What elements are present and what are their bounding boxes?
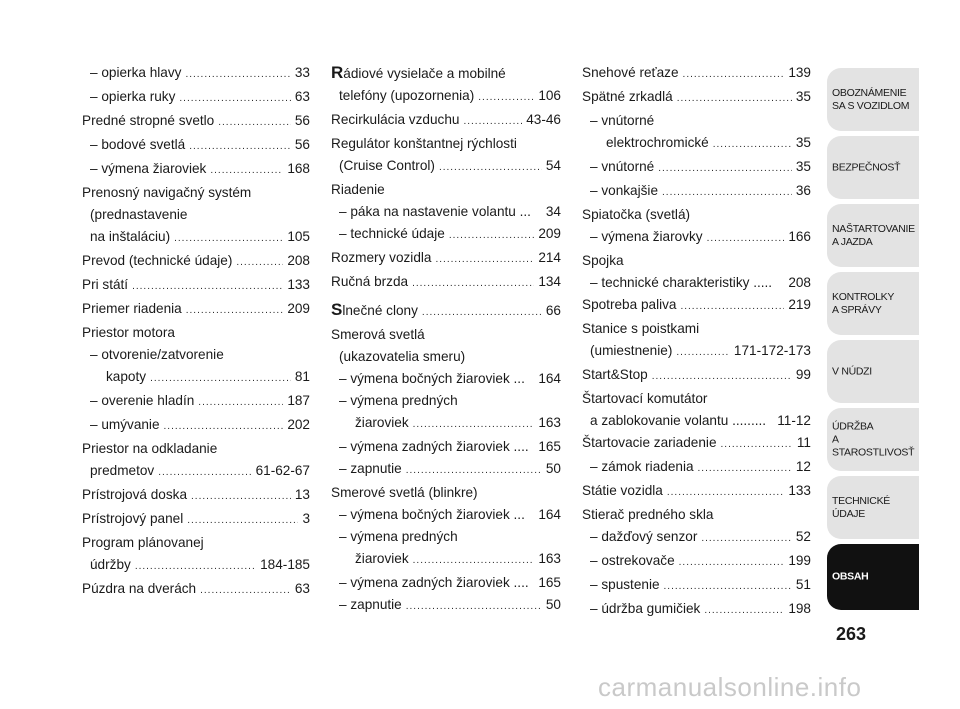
entry-text: Regulátor konštantnej rýchlosti [331,136,517,151]
index-entry [331,109,561,133]
index-entry [82,532,310,578]
entry-text: – vnútorné [590,113,655,128]
entry-text: a zablokovanie volantu ......... [590,413,767,428]
entry-text: – výmena žiaroviek [90,161,207,176]
leader-dots [164,416,284,438]
index-entry [82,110,310,134]
index-entry [331,458,561,482]
entry-text: – dažďový senzor [590,529,698,544]
entry-text: Spojka [582,253,624,268]
page-reference[interactable]: 106 [538,88,561,103]
page-reference[interactable]: 35 [795,89,811,104]
entry-text: Recirkulácia vzduchu [331,112,460,127]
page-reference[interactable]: 63 [294,581,310,596]
index-entry [82,250,310,274]
index-entry [82,158,310,182]
page-reference[interactable]: 164 [538,371,561,386]
entry-text: Predné stropné svetlo [82,113,215,128]
index-entry [582,526,811,550]
entry-text: – výmena bočných žiaroviek ... [339,507,525,522]
leader-dots [680,296,784,318]
leader-dots [158,462,251,484]
entry-text: – umývanie [90,417,160,432]
entry-text: – zapnutie [339,597,402,612]
entry-text: Snehové reťaze [582,65,679,80]
entry-text: Program plánovanej [82,535,204,550]
leader-dots [186,300,284,322]
page-reference[interactable]: 50 [545,461,561,476]
entry-text: – vonkajšie [590,183,659,198]
entry-text: – výmena bočných žiaroviek ... [339,371,525,386]
page-reference[interactable]: 66 [545,303,561,318]
entry-text: (Cruise Control) [339,158,435,173]
page-reference[interactable]: 61-62-67 [255,463,310,478]
page-reference[interactable]: 209 [538,226,561,241]
page-reference[interactable]: 214 [538,250,561,265]
index-entry [582,598,811,622]
leader-dots [200,580,291,602]
entry-text: telefóny (upozornenia) [339,88,475,103]
entry-text: Státie vozidla [582,483,663,498]
entry-text: – overenie hladín [90,393,195,408]
chapter-tabs [827,68,919,615]
entry-text: – údržba gumičiek [590,601,701,616]
page-reference[interactable]: 34 [545,204,561,219]
entry-text: – výmena zadných žiaroviek .... [339,575,529,590]
index-column-2 [331,62,561,618]
leader-dots [713,134,792,156]
page-reference[interactable]: 133 [287,277,310,292]
leader-dots [679,552,785,574]
page-reference[interactable]: 35 [795,135,811,150]
entry-text: (umiestnenie) [590,343,673,358]
leader-dots [662,182,792,204]
index-entry [331,299,561,324]
leader-dots [210,160,283,182]
chapter-tab-label: A JAZDA [832,235,873,248]
index-entry [582,180,811,204]
chapter-tab[interactable] [827,68,919,131]
leader-dots [658,158,792,180]
chapter-tab-label: OBOZNÁMENIE [832,86,907,99]
page-reference[interactable]: 134 [538,274,561,289]
entry-text: – otvorenie/zatvorenie [90,347,224,362]
leader-dots [707,228,785,250]
entry-text: – páka na nastavenie volantu ... [339,204,531,219]
entry-text: – technické údaje [339,226,445,241]
leader-dots [677,88,792,110]
entry-text: – ostrekovače [590,553,675,568]
page-reference[interactable]: 105 [287,229,310,244]
index-entry [331,572,561,594]
leader-dots [698,458,792,480]
chapter-tab-label: A SPRÁVY [832,303,882,316]
page-reference[interactable]: 133 [788,483,811,498]
index-entry [82,134,310,158]
entry-text: žiaroviek [355,551,409,566]
watermark: carmanualsonline.info [598,672,862,702]
index-entry [82,344,310,390]
index-entry [582,432,811,456]
page-reference[interactable]: 208 [788,275,811,290]
page-reference[interactable]: 165 [538,439,561,454]
page-reference[interactable]: 198 [788,601,811,616]
page-reference[interactable]: 164 [538,507,561,522]
page-reference[interactable]: 11 [796,435,811,450]
entry-text: elektrochromické [606,135,709,150]
index-entry [331,324,561,368]
entry-text: Spotreba paliva [582,297,677,312]
index-entry [582,480,811,504]
chapter-tab-label: ÚDRŽBA [832,420,874,432]
page-reference[interactable]: 35 [795,159,811,174]
entry-text: – zámok riadenia [590,459,694,474]
entry-text: – spustenie [590,577,660,592]
leader-dots [439,157,542,179]
page-reference[interactable]: 51 [795,577,811,592]
entry-text: Ručná brzda [331,274,409,289]
leader-dots [413,550,535,572]
leader-dots [683,64,785,86]
index-entry [582,318,811,364]
index-entry [331,594,561,618]
page-reference[interactable]: 139 [788,65,811,80]
page-reference[interactable]: 56 [294,113,310,128]
page-reference[interactable]: 187 [287,393,310,408]
leader-dots [701,528,792,550]
leader-dots [422,302,542,324]
index-entry [82,298,310,322]
leader-dots [135,556,256,578]
index-entry [582,62,811,86]
page-reference[interactable]: 166 [788,229,811,244]
entry-text: údržby [90,557,131,572]
entry-text: Spätné zrkadlá [582,89,673,104]
page-number: 263 [836,624,867,644]
chapter-tab-label: V NÚDZI [832,365,872,377]
leader-dots [652,366,792,388]
index-entry [331,526,561,572]
leader-dots [449,225,535,247]
entry-text: Prístrojová doska [82,487,188,502]
leader-dots [187,510,298,532]
entry-text: Stierač predného skla [582,507,714,522]
entry-text: – výmena predných [339,529,458,544]
index-entry [331,223,561,247]
leader-dots [435,249,534,271]
index-entry [582,388,811,432]
entry-text: – výmena žiarovky [590,229,703,244]
index-entry [82,508,310,532]
index-entry [331,247,561,271]
page-reference[interactable]: 54 [545,158,561,173]
entry-text: – výmena predných [339,393,458,408]
chapter-tab-label: OBSAH [832,570,869,583]
entry-text: Rozmery vozidla [331,250,432,265]
page-reference[interactable]: 171-172-173 [733,343,811,358]
page-reference[interactable]: 168 [287,161,310,176]
index-entry [331,271,561,295]
index-entry [331,62,561,109]
leader-dots [198,392,283,414]
index-entry [582,110,811,156]
index-entry [582,226,811,250]
page-reference[interactable]: 52 [795,529,811,544]
entry-text: (ukazovatelia smeru) [339,349,466,364]
index-entry [82,182,310,250]
leader-dots [236,252,283,274]
chapter-tab-label: A STAROSTLIVOSŤ [832,433,915,458]
entry-text: – zapnutie [339,461,402,476]
index-entry [582,156,811,180]
chapter-tab[interactable] [827,136,919,199]
chapter-tab[interactable] [827,408,919,471]
index-entry [331,133,561,179]
chapter-tab-label: BEZPEČNOSŤ [832,161,901,173]
page-reference[interactable]: 163 [538,415,561,430]
leader-dots [478,87,534,109]
leader-dots [667,482,784,504]
index-entry [582,294,811,318]
index-entry [582,574,811,598]
page-reference[interactable]: 43-46 [526,112,561,127]
leader-dots [189,136,291,158]
page-reference[interactable]: 163 [538,551,561,566]
entry-text: predmetov [90,463,155,478]
page-reference[interactable]: 3 [302,511,310,526]
page-reference[interactable]: 202 [287,417,310,432]
page-reference[interactable]: 165 [538,575,561,590]
entry-text: Smerová svetlá [331,327,425,342]
leader-dots [463,111,522,133]
index-entry [582,250,811,272]
page-reference[interactable]: 209 [287,301,310,316]
chapter-tab-label: SA S VOZIDLOM [832,99,910,112]
index-entry [582,456,811,480]
index-entry [331,482,561,504]
index-entry [582,504,811,526]
page-reference[interactable]: 63 [294,89,310,104]
chapter-tab[interactable] [827,544,919,610]
leader-dots [185,64,290,86]
page-reference[interactable]: 199 [788,553,811,568]
entry-text: – opierka ruky [90,89,176,104]
index-entry [82,578,310,602]
page-reference[interactable]: 208 [287,253,310,268]
index-entry [582,204,811,226]
index-entry [82,484,310,508]
leader-dots [218,112,291,134]
entry-text: Prenosný navigačný systém [82,185,252,200]
entry-text: lnečné clony [342,303,418,318]
entry-text: (prednastavenie [90,207,188,222]
index-column-1 [82,62,310,602]
page-reference[interactable]: 50 [545,597,561,612]
page-reference[interactable]: 36 [795,183,811,198]
leader-dots [413,414,535,436]
entry-text: Priestor motora [82,325,175,340]
page-reference[interactable]: 11-12 [777,413,811,428]
chapter-tab[interactable] [827,476,919,539]
index-entry [82,438,310,484]
leader-dots [721,434,793,456]
chapter-tab-label: TECHNICKÉ [832,494,890,507]
entry-text: Pri státí [82,277,129,292]
leader-dots [704,600,784,622]
index-entry [331,179,561,201]
leader-dots [406,596,542,618]
index-entry [331,368,561,390]
entry-text: Štartovacie zariadenie [582,435,717,450]
leader-dots [150,368,291,390]
page-reference[interactable]: 13 [294,487,310,502]
page-reference[interactable]: 81 [294,369,310,384]
index-column-3 [582,62,811,622]
entry-text: ádiové vysielače a mobilné [343,66,506,81]
page-reference[interactable]: 99 [795,367,811,382]
page-reference[interactable]: 184-185 [260,557,310,572]
leader-dots [412,273,534,295]
entry-text: Start&Stop [582,367,648,382]
entry-text: Štartovací komutátor [582,391,708,406]
chapter-tab-label: ÚDAJE [832,507,865,520]
index-entry [82,322,310,344]
chapter-tab[interactable] [827,272,919,335]
index-entry [331,436,561,458]
leader-dots [406,460,542,482]
leader-dots [191,486,291,508]
index-entry [82,414,310,438]
page-reference[interactable]: 219 [788,297,811,312]
index-entry [331,390,561,436]
entry-text: Spiatočka (svetlá) [582,207,691,222]
index-entry [582,550,811,574]
index-entry [582,86,811,110]
chapter-tab[interactable] [827,340,919,403]
index-entry [331,201,561,223]
entry-text: Prístrojový panel [82,511,184,526]
leader-dots [664,576,792,598]
page-reference[interactable]: 56 [294,137,310,152]
entry-text: – bodové svetlá [90,137,186,152]
index-entry [82,390,310,414]
section-initial: S [331,300,343,319]
entry-text: kapoty [106,369,147,384]
index-entry [82,86,310,110]
chapter-tab-label: KONTROLKY [832,290,895,303]
entry-text: – výmena zadných žiaroviek .... [339,439,529,454]
page-reference[interactable]: 33 [294,65,310,80]
entry-text: Priestor na odkladanie [82,441,218,456]
section-initial: R [331,63,344,82]
leader-dots [179,88,290,110]
index-entry [331,504,561,526]
entry-text: – technické charakteristiky ..... [590,275,773,290]
leader-dots [676,342,730,364]
entry-text: – vnútorné [590,159,655,174]
entry-text: na inštaláciu) [90,229,171,244]
index-entry [82,274,310,298]
leader-dots [132,276,283,298]
page-reference[interactable]: 12 [795,459,811,474]
entry-text: Prevod (technické údaje) [82,253,233,268]
entry-text: Riadenie [331,182,385,197]
index-entry [82,62,310,86]
entry-text: žiaroviek [355,415,409,430]
chapter-tab[interactable] [827,204,919,267]
entry-text: Stanice s poistkami [582,321,700,336]
entry-text: Smerové svetlá (blinkre) [331,485,478,500]
index-entry [582,364,811,388]
leader-dots [174,228,283,250]
entry-text: – opierka hlavy [90,65,182,80]
chapter-tab-label: NAŠTARTOVANIE [832,222,915,235]
entry-text: Priemer riadenia [82,301,182,316]
entry-text: Púzdra na dverách [82,581,197,596]
index-entry [582,272,811,294]
